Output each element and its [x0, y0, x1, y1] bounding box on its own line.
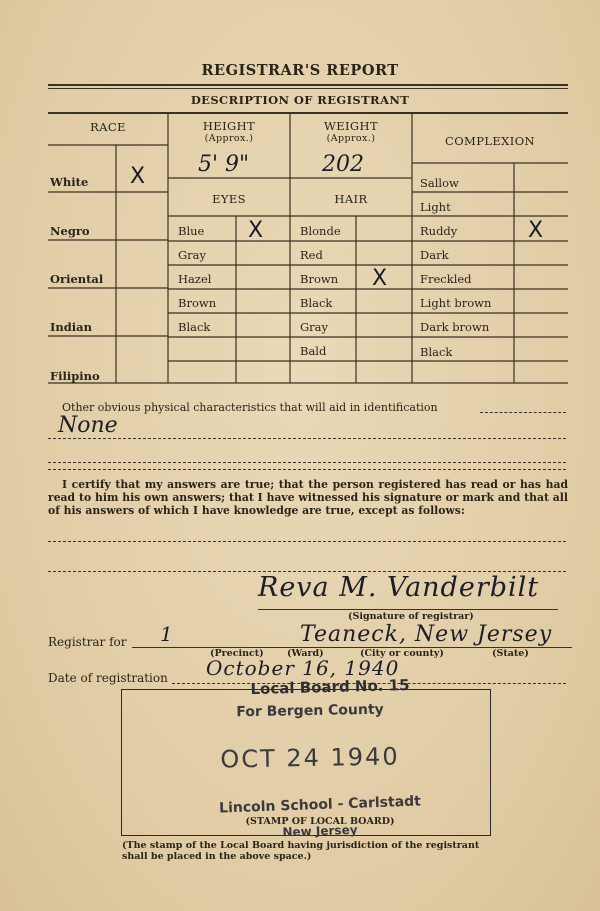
hair-option: Bald	[300, 344, 327, 358]
other-characteristics-label: Other obvious physical characteristics that will aid in identification	[62, 401, 438, 414]
dashed-line	[48, 541, 566, 542]
stamp-caption: (STAMP OF LOCAL BOARD)	[245, 816, 395, 827]
race-check-mark: X	[130, 164, 146, 189]
height-approx: (Approx.)	[204, 133, 254, 144]
complexion-option: Light	[420, 200, 451, 214]
city-caption: (City or county)	[360, 648, 444, 659]
weight-approx: (Approx.)	[326, 133, 376, 144]
precinct-caption: (Precinct)	[210, 648, 264, 659]
report-title: REGISTRAR'S REPORT	[201, 62, 399, 79]
eyes-check-mark: X	[248, 218, 264, 243]
eyes-option: Gray	[178, 248, 207, 262]
hair-header: HAIR	[334, 192, 368, 206]
complexion-option: Black	[420, 345, 453, 359]
complexion-option: Dark	[420, 248, 449, 262]
weight-header: WEIGHT	[323, 119, 379, 133]
dashed-line	[480, 412, 566, 413]
signature-caption: (Signature of registrar)	[348, 611, 474, 622]
section-subtitle: DESCRIPTION OF REGISTRANT	[190, 93, 410, 107]
race-header: RACE	[90, 120, 126, 134]
stamp-instruction: (The stamp of the Local Board having jurisdiction of the registrant shall be placed in the above space.)	[122, 840, 480, 862]
precinct-value: 1	[160, 622, 173, 646]
eyes-option: Brown	[178, 296, 217, 310]
state-caption: (State)	[492, 648, 529, 659]
height-value: 5' 9"	[198, 152, 250, 177]
hair-option: Blonde	[300, 224, 341, 238]
eyes-option: Black	[178, 320, 211, 334]
stamp-date: OCT 24 1940	[220, 742, 400, 774]
complexion-option: Ruddy	[420, 224, 458, 238]
registrar-signature: Reva M. Vanderbilt	[258, 572, 540, 603]
city-state-value: Teaneck, New Jersey	[300, 622, 553, 647]
stamp-board-number: Local Board No. 15	[250, 675, 410, 699]
hair-option: Black	[300, 296, 333, 310]
hair-check-mark: X	[372, 266, 388, 291]
weight-value: 202	[322, 152, 364, 177]
other-characteristics-value: None	[58, 413, 118, 438]
registrar-for-label: Registrar for	[48, 635, 127, 649]
stamp-school: Lincoln School - Carlstadt	[218, 793, 422, 817]
complexion-option: Sallow	[420, 176, 459, 190]
stamp-county: For Bergen County	[236, 701, 384, 721]
hair-option: Gray	[300, 320, 329, 334]
race-option: Indian	[50, 320, 92, 334]
ward-caption: (Ward)	[287, 648, 324, 659]
date-of-registration-value: October 16, 1940	[206, 656, 400, 680]
complexion-option: Dark brown	[420, 320, 490, 334]
hair-option: Red	[300, 248, 323, 262]
date-of-registration-label: Date of registration	[48, 671, 168, 685]
dashed-line	[48, 462, 566, 463]
race-option: Negro	[50, 224, 90, 238]
signature-line	[258, 609, 558, 610]
eyes-option: Blue	[178, 224, 205, 238]
dashed-line	[48, 438, 566, 439]
eyes-option: Hazel	[178, 272, 212, 286]
complexion-header: COMPLEXION	[445, 134, 535, 148]
stamp-state: New Jersey	[282, 822, 358, 840]
complexion-option: Freckled	[420, 272, 472, 286]
race-option: Filipino	[50, 369, 100, 383]
complexion-option: Light brown	[420, 296, 492, 310]
eyes-header: EYES	[212, 192, 246, 206]
dashed-line	[48, 469, 566, 470]
height-header: HEIGHT	[202, 119, 256, 133]
hair-option: Brown	[300, 272, 339, 286]
certification-text: I certify that my answers are true; that the person registered has read or has had read to him his own answers; that I have witnessed his signature or mark and that all of his answers of which I have knowledge are true, except as follows:	[48, 478, 568, 517]
race-option: White	[50, 175, 89, 189]
race-option: Oriental	[50, 272, 104, 286]
complexion-check-mark: X	[528, 218, 544, 243]
